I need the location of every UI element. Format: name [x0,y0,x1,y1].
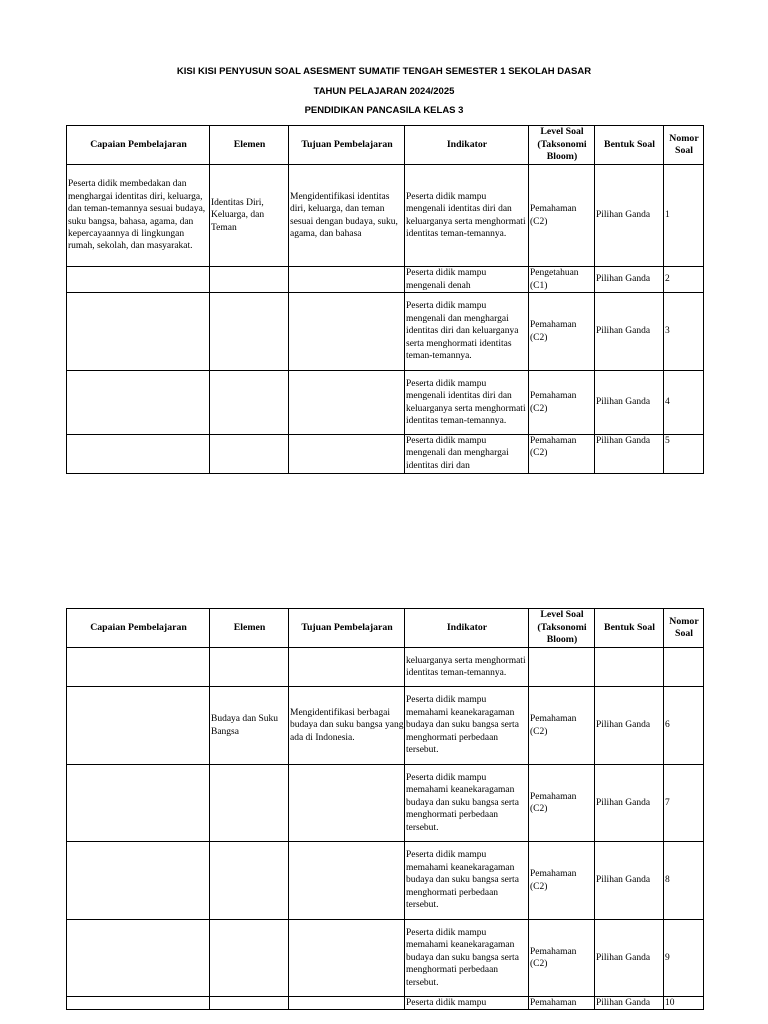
cell-indikator: Peserta didik mampu memahami keanekaragaman budaya dan suku bangsa serta menghormati perbedaan tersebut. [405,920,529,997]
cell-capaian [67,765,210,842]
header-capaian: Capaian Pembelajaran [67,126,210,165]
header-capaian: Capaian Pembelajaran [67,609,210,648]
header-level: Level Soal (Taksonomi Bloom) [529,609,595,648]
cell-elemen: Budaya dan Suku Bangsa [210,687,289,765]
cell-bentuk: Pilihan Ganda [595,267,664,293]
cell-nomor: 5 [664,435,704,474]
cell-tujuan [289,920,405,997]
table-row [67,920,704,997]
cell-level: Pemahaman [529,997,595,1010]
cell-elemen [210,997,289,1010]
header-indikator: Indikator [405,609,529,648]
cell-bentuk: Pilihan Ganda [595,165,664,267]
cell-indikator: Peserta didik mampu memahami keanekaragaman budaya dan suku bangsa serta menghormati perbedaan tersebut. [405,687,529,765]
cell-capaian [67,997,210,1010]
table-row [67,842,704,920]
cell-indikator: Peserta didik mampu mengenali dan menghargai identitas diri dan [405,435,529,474]
cell-tujuan [289,997,405,1010]
document-title: KISI KISI PENYUSUN SOAL ASESMENT SUMATIF TENGAH SEMESTER 1 SEKOLAH DASAR [176,66,592,77]
header-tujuan: Tujuan Pembelajaran [289,126,405,165]
table-row [67,165,704,267]
table-row [67,435,704,474]
table-header-row [67,126,704,165]
cell-capaian [67,920,210,997]
cell-bentuk: Pilihan Ganda [595,435,664,474]
cell-tujuan [289,648,405,687]
header-level: Level Soal (Taksonomi Bloom) [529,126,595,165]
cell-level: Pemahaman (C2) [529,842,595,920]
cell-elemen [210,920,289,997]
cell-capaian: Peserta didik membedakan dan menghargai identitas diri, keluarga, dan teman-temannya sesuai budaya, suku bangsa, bahasa, agama, dan kepercayaannya di lingkungan rumah, sekolah, dan masyarakat. [67,165,210,267]
cell-capaian [67,687,210,765]
cell-bentuk: Pilihan Ganda [595,765,664,842]
cell-elemen [210,765,289,842]
cell-bentuk: Pilihan Ganda [595,920,664,997]
cell-nomor: 1 [664,165,704,267]
cell-nomor: 6 [664,687,704,765]
cell-indikator: Peserta didik mampu mengenali identitas diri dan keluarganya serta menghormati identitas teman-temannya. [405,165,529,267]
cell-level: Pemahaman (C2) [529,765,595,842]
table-header-row [67,609,704,648]
cell-nomor: 8 [664,842,704,920]
cell-elemen [210,371,289,435]
table-row [67,371,704,435]
table-row [67,293,704,371]
table-row [67,267,704,293]
header-indikator: Indikator [405,126,529,165]
cell-capaian [67,842,210,920]
header-elemen: Elemen [210,126,289,165]
cell-capaian [67,435,210,474]
cell-level: Pemahaman (C2) [529,435,595,474]
cell-level: Pemahaman (C2) [529,687,595,765]
cell-nomor: 3 [664,293,704,371]
cell-tujuan: Mengidentifikasi identitas diri, keluarga, dan teman sesuai dengan budaya, suku, agama, dan bahasa [289,165,405,267]
cell-level: Pemahaman (C2) [529,371,595,435]
cell-level [529,648,595,687]
cell-elemen [210,267,289,293]
cell-indikator: Peserta didik mampu memahami keanekaragaman budaya dan suku bangsa serta menghormati perbedaan tersebut. [405,765,529,842]
cell-tujuan [289,267,405,293]
header-bentuk: Bentuk Soal [595,609,664,648]
cell-nomor: 7 [664,765,704,842]
cell-bentuk: Pilihan Ganda [595,997,664,1010]
cell-nomor: 4 [664,371,704,435]
blueprint-table-page-1 [66,125,704,474]
table-row [67,687,704,765]
cell-bentuk: Pilihan Ganda [595,842,664,920]
header-nomor: Nomor Soal [664,126,704,165]
cell-nomor: 9 [664,920,704,997]
cell-capaian [67,648,210,687]
cell-nomor: 10 [664,997,704,1010]
cell-bentuk [595,648,664,687]
cell-tujuan [289,435,405,474]
cell-elemen [210,648,289,687]
cell-tujuan [289,371,405,435]
header-nomor: Nomor Soal [664,609,704,648]
table-row [67,997,704,1010]
blueprint-table-page-2 [66,608,704,1010]
cell-elemen: Identitas Diri, Keluarga, dan Teman [210,165,289,267]
cell-level: Pemahaman (C2) [529,920,595,997]
cell-elemen [210,293,289,371]
cell-tujuan [289,293,405,371]
cell-bentuk: Pilihan Ganda [595,371,664,435]
cell-bentuk: Pilihan Ganda [595,687,664,765]
school-year-title: TAHUN PELAJARAN 2024/2025 [313,86,455,97]
cell-nomor: 2 [664,267,704,293]
cell-capaian [67,267,210,293]
cell-tujuan: Mengidentifikasi berbagai budaya dan suku bangsa yang ada di Indonesia. [289,687,405,765]
cell-bentuk: Pilihan Ganda [595,293,664,371]
cell-indikator: Peserta didik mampu mengenali denah [405,267,529,293]
header-tujuan: Tujuan Pembelajaran [289,609,405,648]
cell-level: Pemahaman (C2) [529,293,595,371]
header-bentuk: Bentuk Soal [595,126,664,165]
cell-indikator: Peserta didik mampu [405,997,529,1010]
cell-indikator: keluarganya serta menghormati identitas teman-temannya. [405,648,529,687]
cell-elemen [210,435,289,474]
table-row [67,648,704,687]
cell-nomor [664,648,704,687]
cell-capaian [67,371,210,435]
cell-elemen [210,842,289,920]
cell-capaian [67,293,210,371]
subject-title: PENDIDIKAN PANCASILA KELAS 3 [304,105,464,116]
cell-tujuan [289,765,405,842]
cell-indikator: Peserta didik mampu mengenali dan menghargai identitas diri dan keluarganya serta menghormati identitas teman-temannya. [405,293,529,371]
cell-tujuan [289,842,405,920]
cell-level: Pemahaman (C2) [529,165,595,267]
cell-level: Pengetahuan (C1) [529,267,595,293]
cell-indikator: Peserta didik mampu memahami keanekaragaman budaya dan suku bangsa serta menghormati perbedaan tersebut. [405,842,529,920]
cell-indikator: Peserta didik mampu mengenali identitas diri dan keluarganya serta menghormati identitas teman-temannya. [405,371,529,435]
table-row [67,765,704,842]
header-elemen: Elemen [210,609,289,648]
